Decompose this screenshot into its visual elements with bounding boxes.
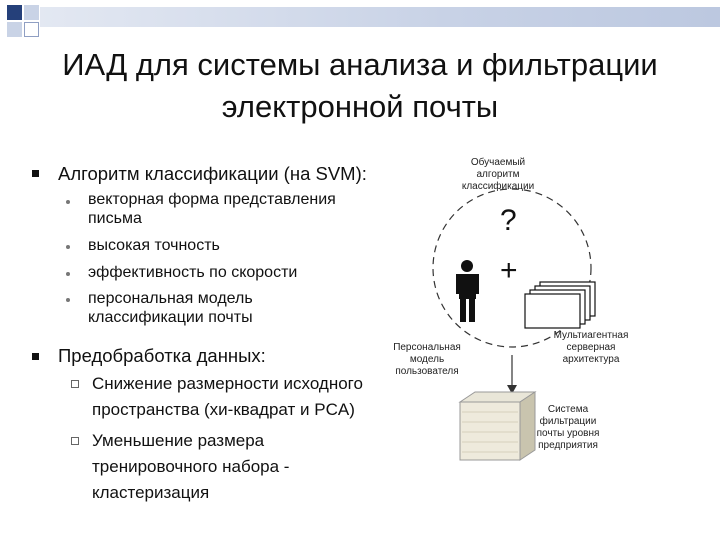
sub-item-accuracy: высокая точность	[88, 237, 220, 254]
sub-item-dimension-reduction: Снижение размерности исходного пространства (хи-квадрат и PCA)	[92, 374, 363, 419]
person-icon	[456, 260, 479, 322]
label-trained-algorithm: Обучаемый алгоритм классификации	[461, 157, 535, 192]
question-mark: ?	[500, 204, 517, 237]
bullet-preprocessing: Предобработка данных:	[58, 345, 266, 366]
title-line-1: ИАД для системы анализа и фильтрации	[62, 47, 658, 82]
bullet-classification-algorithm: Алгоритм классификации (на SVM):	[58, 163, 367, 184]
sub-item-speed: эффективность по скорости	[88, 264, 298, 281]
server-icon	[460, 392, 535, 460]
sub-item-personal-model: персональная модель классификации почты	[88, 290, 253, 326]
sub-item-training-set-reduction: Уменьшение размера тренировочного набора - кластеризация	[92, 431, 290, 502]
title-line-2: электронной почты	[221, 89, 499, 124]
label-multiagent-architecture: Мультиагентная серверная архитектура	[553, 330, 629, 365]
label-enterprise-filter: Система фильтрации почты уровня предприятия	[536, 404, 600, 451]
sub-item-vector-form: векторная форма представления письма	[88, 191, 336, 227]
plus-sign: +	[500, 254, 518, 287]
label-personal-model: Персональная модель пользователя	[393, 342, 461, 377]
documents-stack-icon	[525, 282, 595, 328]
